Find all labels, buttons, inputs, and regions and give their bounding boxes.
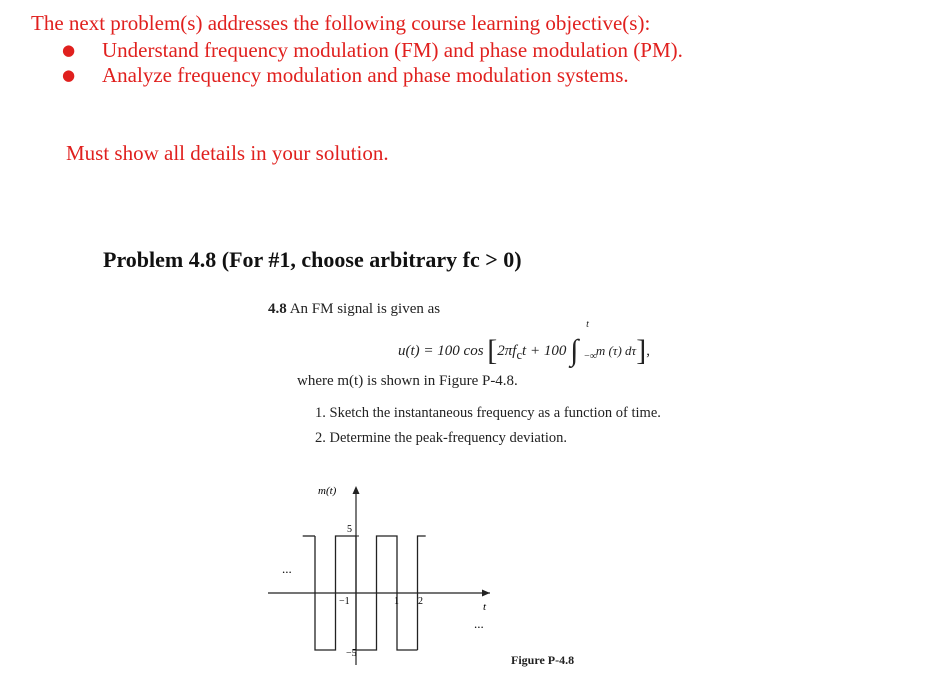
integrand: m (τ) dτ (595, 343, 637, 358)
problem-heading: Problem 4.8 (For #1, choose arbitrary fc > 0) (103, 247, 522, 272)
tick-label-neg5: −5 (346, 648, 357, 659)
right-bracket: ] (636, 334, 647, 367)
integral-sign: ∫ (570, 334, 579, 367)
t-axis-arrow-icon (482, 590, 490, 597)
objective-item: ● Understand frequency modulation (FM) and phase modulation (PM). (62, 38, 683, 62)
where-text: where m(t) is shown in Figure P-4.8. (297, 373, 518, 389)
equation-mid: t + 100 (522, 343, 567, 359)
equation-lhs: u(t) = 100 cos (398, 343, 484, 359)
equation-bracket: 2πf (497, 343, 517, 359)
equation-subscript: c (516, 348, 523, 362)
integral-upper: t (586, 319, 589, 330)
tick-label-pos5: 5 (347, 524, 352, 535)
left-bracket: [ (487, 334, 498, 367)
bullet-icon: ● (62, 41, 76, 59)
problem-number: 4.8 (268, 301, 287, 317)
tick-label-neg1: −1 (339, 596, 350, 607)
y-axis-label: m(t) (318, 485, 337, 497)
ellipsis-right: ... (474, 616, 484, 631)
statement-text: An FM signal is given as (289, 301, 441, 317)
tick-label-1: 1 (394, 596, 399, 607)
fm-equation (398, 319, 650, 367)
problem-scan (262, 296, 742, 681)
question-1: 1. Sketch the instantaneous frequency as a function of time. (315, 405, 661, 421)
objectives-list (62, 38, 683, 88)
equation-tail: , (646, 343, 650, 359)
m-axis-arrow-icon (353, 486, 360, 494)
question-2: 2. Determine the peak-frequency deviation. (315, 430, 568, 446)
figure-caption: Figure P-4.8 (511, 653, 575, 667)
objective-item: ● Analyze frequency modulation and phase modulation systems. (62, 63, 629, 87)
signal-figure (262, 480, 522, 680)
x-axis-label: t (483, 601, 487, 613)
tick-label-2: 2 (418, 596, 423, 607)
bullet-icon: ● (62, 66, 76, 84)
ellipsis-left: ... (282, 561, 292, 576)
integral-lower: −∞ (584, 351, 597, 362)
intro-text: The next problem(s) addresses the following course learning objective(s): (31, 11, 651, 35)
instruction-text: Must show all details in your solution. (66, 141, 389, 165)
integral (570, 319, 597, 367)
problem-statement (268, 301, 440, 318)
